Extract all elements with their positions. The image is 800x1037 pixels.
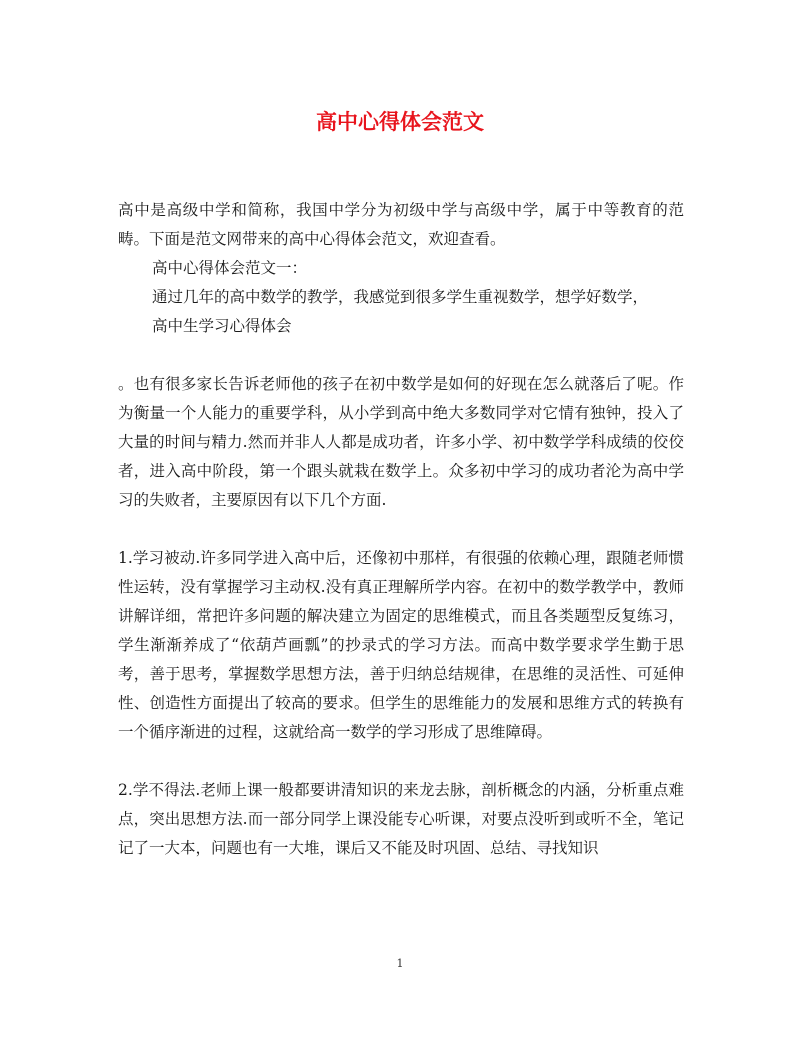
paragraph-3: 2.学不得法.老师上课一般都要讲清知识的来龙去脉，剖析概念的内涵，分析重点难点，突出思想方法.而一部分同学上课没能专心听课，对要点没听到或听不全，笔记记了一大本，问题也有一大堆，课后又不能及时巩固、总结、寻找知识 [118, 781, 684, 857]
paragraph-gap [118, 515, 684, 544]
page-number: 1 [396, 957, 404, 970]
document-body [118, 196, 684, 863]
paragraph-1: 。也有很多家长告诉老师他的孩子在初中数学是如何的好现在怎么就落后了呢。作为衡量一个人能力的重要学科，从小学到高中绝大多数同学对它情有独钟，投入了大量的时间与精力.然而并非人人都是成功者，许多小学、初中数学学科成绩的佼佼者，进入高中阶段，第一个跟头就栽在数学上。众多初中学习的成功者沦为高中学习的失败者，主要原因有以下几个方面. [118, 375, 684, 509]
body-line-2: 高中生学习心得体会 [152, 317, 292, 335]
paragraph-gap [118, 747, 684, 776]
intro-paragraph: 高中是高级中学和简称，我国中学分为初级中学与高级中学，属于中等教育的范畴。下面是范文网带来的高中心得体会范文，欢迎查看。 [118, 201, 684, 248]
section-heading: 高中心得体会范文一： [152, 259, 308, 277]
body-line-1: 通过几年的高中数学的教学，我感觉到很多学生重视数学，想学好数学， [152, 288, 649, 306]
paragraph-2: 1.学习被动.许多同学进入高中后，还像初中那样，有很强的依赖心理，跟随老师惯性运转，没有掌握学习主动权.没有真正理解所学内容。在初中的数学教学中，教师讲解详细，常把许多问题的解决建立为固定的思维模式，而且各类题型反复练习，学生渐渐养成了“依葫芦画瓢”的抄录式的学习方法。而高中数学要求学生勤于思考，善于思考，掌握数学思想方法，善于归纳总结规律，在思维的灵活性、可延伸性、创造性方面提出了较高的要求。但学生的思维能力的发展和思维方式的转换有一个循序渐进的过程，这就给高一数学的学习形成了思维障碍。 [118, 549, 684, 741]
document-title: 高中心得体会范文 [316, 109, 484, 134]
paragraph-gap [118, 341, 684, 370]
